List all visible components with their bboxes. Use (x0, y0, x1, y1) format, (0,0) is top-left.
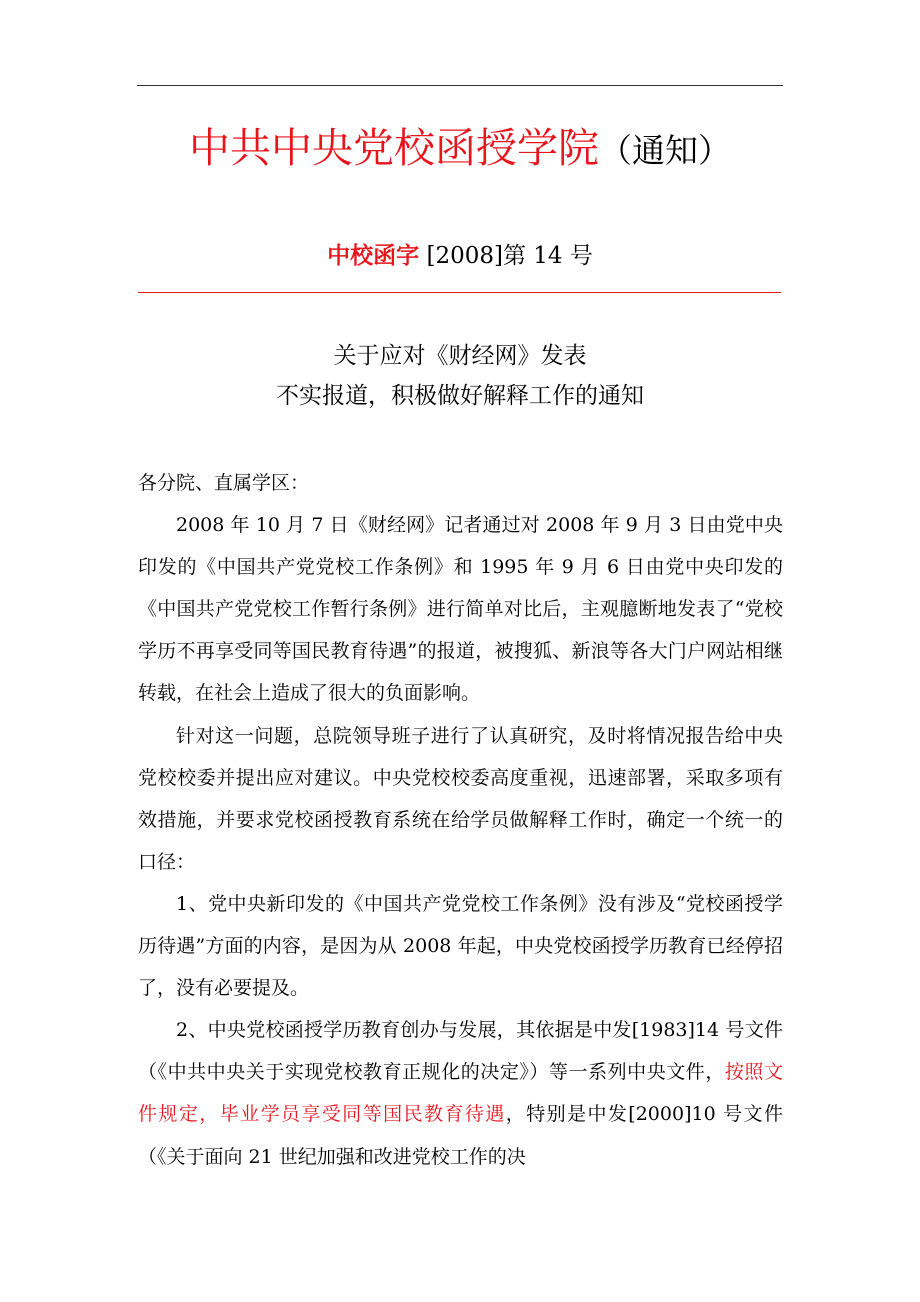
top-divider (137, 85, 783, 86)
paragraph-4-text-a: 2、中央党校函授学历教育创办与发展，其依据是中发[1983]14 号文件（《中共中央关于实现党校教育正规化的决定》）等一系列中央文件， (138, 1019, 783, 1084)
document-body (138, 462, 783, 1178)
document-kind: （通知） (599, 131, 731, 170)
paragraph-4-highlight: 按照文件规定，毕业学员享受同等国民教育待遇 (138, 1061, 783, 1126)
document-subject (0, 336, 920, 416)
document-number (0, 236, 920, 276)
paragraph-4-text-b: ，特别是中发[2000]10 号文件（《关于面向 21 世纪加强和改进党校工作的决 (138, 1103, 783, 1168)
paragraph-3: 1、党中央新印发的《中国共产党党校工作条例》没有涉及“党校函授学历待遇”方面的内容，是因为从 2008 年起，中央党校函授学历教育已经停招了，没有必要提及。 (138, 892, 783, 1000)
paragraph-4 (138, 1009, 783, 1177)
document-number-value: [2008]第 14 号 (419, 243, 593, 269)
document-header (0, 118, 920, 187)
paragraph-1: 2008 年 10 月 7 日《财经网》记者通过对 2008 年 9 月 3 日由党中央印发的《中国共产党党校工作条例》和 1995 年 9 月 6 日由党中央印发的《中国共产党党校工作暂行条例》进行简单对比后，主观臆断地发表了“党校学历不再享受同等国民教育待遇”的报道，被搜狐、新浪等各大门户网站相继转载，在社会上造成了很大的负面影响。 (138, 514, 783, 705)
document-number-prefix: 中校函字 (327, 242, 420, 269)
salutation: 各分院、直属学区： (138, 472, 310, 494)
issuing-organization: 中共中央党校函授学院 (189, 124, 599, 172)
paragraph-2: 针对这一问题，总院领导班子进行了认真研究，及时将情况报告给中央党校校委并提出应对建议。中央党校校委高度重视，迅速部署，采取多项有效措施，并要求党校函授教育系统在给学员做解释工作时，确定一个统一的口径： (138, 724, 783, 873)
subject-line-1: 关于应对《财经网》发表 (333, 343, 587, 369)
subject-line-2: 不实报道，积极做好解释工作的通知 (276, 383, 644, 409)
red-divider (138, 292, 781, 293)
